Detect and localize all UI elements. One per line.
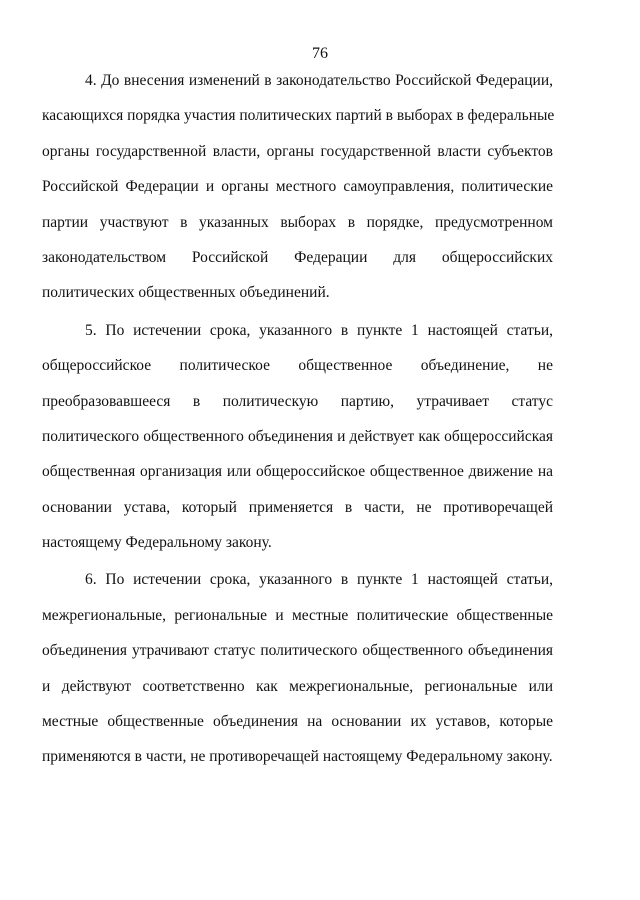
paragraph-4 — [42, 70, 553, 318]
text-line: основании устава, который применяется в части, не противоречащей — [42, 498, 553, 516]
text-line: применяются в части, не противоречащей настоящему Федеральному закону. — [42, 748, 553, 766]
text-line: политических общественных объединений. — [42, 284, 330, 302]
text-line: 6. По истечении срока, указанного в пункте 1 настоящей статьи, — [85, 571, 553, 589]
text-line: партии участвуют в указанных выборах в порядке, предусмотренном — [42, 213, 553, 231]
text-line: настоящему Федеральному закону. — [42, 534, 272, 552]
text-line: 4. До внесения изменений в законодательство Российской Федерации, — [85, 72, 553, 89]
page-number: 76 — [312, 45, 328, 62]
text-line: законодательством Российской Федерации для общероссийских — [42, 248, 553, 266]
text-line: политического общественного объединения и действует как общероссийская — [42, 427, 553, 445]
text-line: касающихся порядка участия политических партий в выборах в федеральные — [42, 107, 555, 125]
text-line: общественная организация или общероссийское общественное движение на — [42, 463, 553, 481]
text-line: межрегиональные, региональные и местные политические общественные — [42, 606, 553, 624]
text-line: местные общественные объединения на основании их уставов, которые — [42, 713, 553, 731]
paragraph-6 — [42, 569, 553, 781]
text-line: Российской Федерации и органы местного самоуправления, политические — [42, 178, 553, 196]
text-line: объединения утрачивают статус политического общественного объединения — [42, 642, 553, 660]
paragraph-5 — [42, 320, 553, 568]
text-line: преобразовавшееся в политическую партию, утрачивает статус — [42, 392, 553, 410]
text-line: и действуют соответственно как межрегиональные, региональные или — [42, 677, 553, 695]
document-body — [42, 70, 553, 784]
text-line: общероссийское политическое общественное объединение, не — [42, 357, 553, 375]
text-line: органы государственной власти, органы государственной власти субъектов — [42, 142, 553, 160]
text-line: 5. По истечении срока, указанного в пункте 1 настоящей статьи, — [85, 321, 553, 339]
